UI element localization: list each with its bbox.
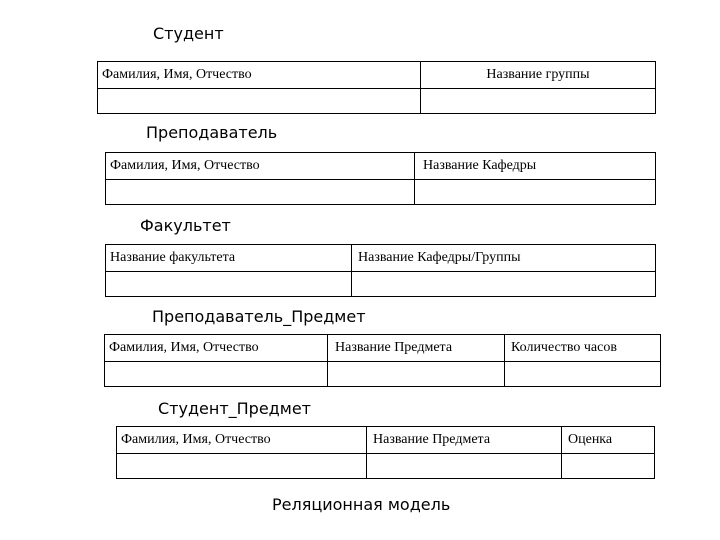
column-header: Фамилия, Имя, Отчество — [105, 335, 328, 362]
relation-table-faculty — [105, 244, 656, 297]
empty-cell — [117, 454, 367, 479]
empty-cell — [106, 180, 415, 205]
table-empty-row — [106, 272, 656, 297]
table-title-faculty: Факультет — [140, 216, 231, 235]
table-empty-row — [106, 180, 656, 205]
table-title-student-subject: Студент_Предмет — [158, 399, 311, 418]
empty-cell — [415, 180, 656, 205]
column-header: Фамилия, Имя, Отчество — [117, 427, 367, 454]
diagram-caption: Реляционная модель — [272, 495, 451, 514]
relation-table-teacher-subject — [104, 334, 661, 387]
column-header: Фамилия, Имя, Отчество — [98, 62, 421, 89]
empty-cell — [105, 362, 328, 387]
relation-table-student — [97, 61, 656, 114]
empty-cell — [421, 89, 656, 114]
table-empty-row — [117, 454, 655, 479]
relation-table-student-subject — [116, 426, 655, 479]
column-header: Название Кафедры — [415, 153, 656, 180]
column-header: Название Кафедры/Группы — [352, 245, 656, 272]
empty-cell — [98, 89, 421, 114]
table-title-student: Студент — [153, 24, 224, 43]
column-header: Оценка — [562, 427, 655, 454]
table-header-row — [106, 153, 656, 180]
table-header-row — [98, 62, 656, 89]
empty-cell — [505, 362, 661, 387]
table-title-teacher: Преподаватель — [146, 123, 278, 142]
table-header-row — [117, 427, 655, 454]
table-header-row — [106, 245, 656, 272]
column-header: Название группы — [421, 62, 656, 89]
empty-cell — [367, 454, 562, 479]
table-header-row — [105, 335, 661, 362]
relation-table-teacher — [105, 152, 656, 205]
empty-cell — [106, 272, 352, 297]
empty-cell — [562, 454, 655, 479]
column-header: Название Предмета — [367, 427, 562, 454]
table-empty-row — [98, 89, 656, 114]
empty-cell — [328, 362, 505, 387]
table-empty-row — [105, 362, 661, 387]
column-header: Фамилия, Имя, Отчество — [106, 153, 415, 180]
column-header: Количество часов — [505, 335, 661, 362]
column-header: Название Предмета — [328, 335, 505, 362]
column-header: Название факультета — [106, 245, 352, 272]
table-title-teacher-subject: Преподаватель_Предмет — [152, 307, 366, 326]
empty-cell — [352, 272, 656, 297]
